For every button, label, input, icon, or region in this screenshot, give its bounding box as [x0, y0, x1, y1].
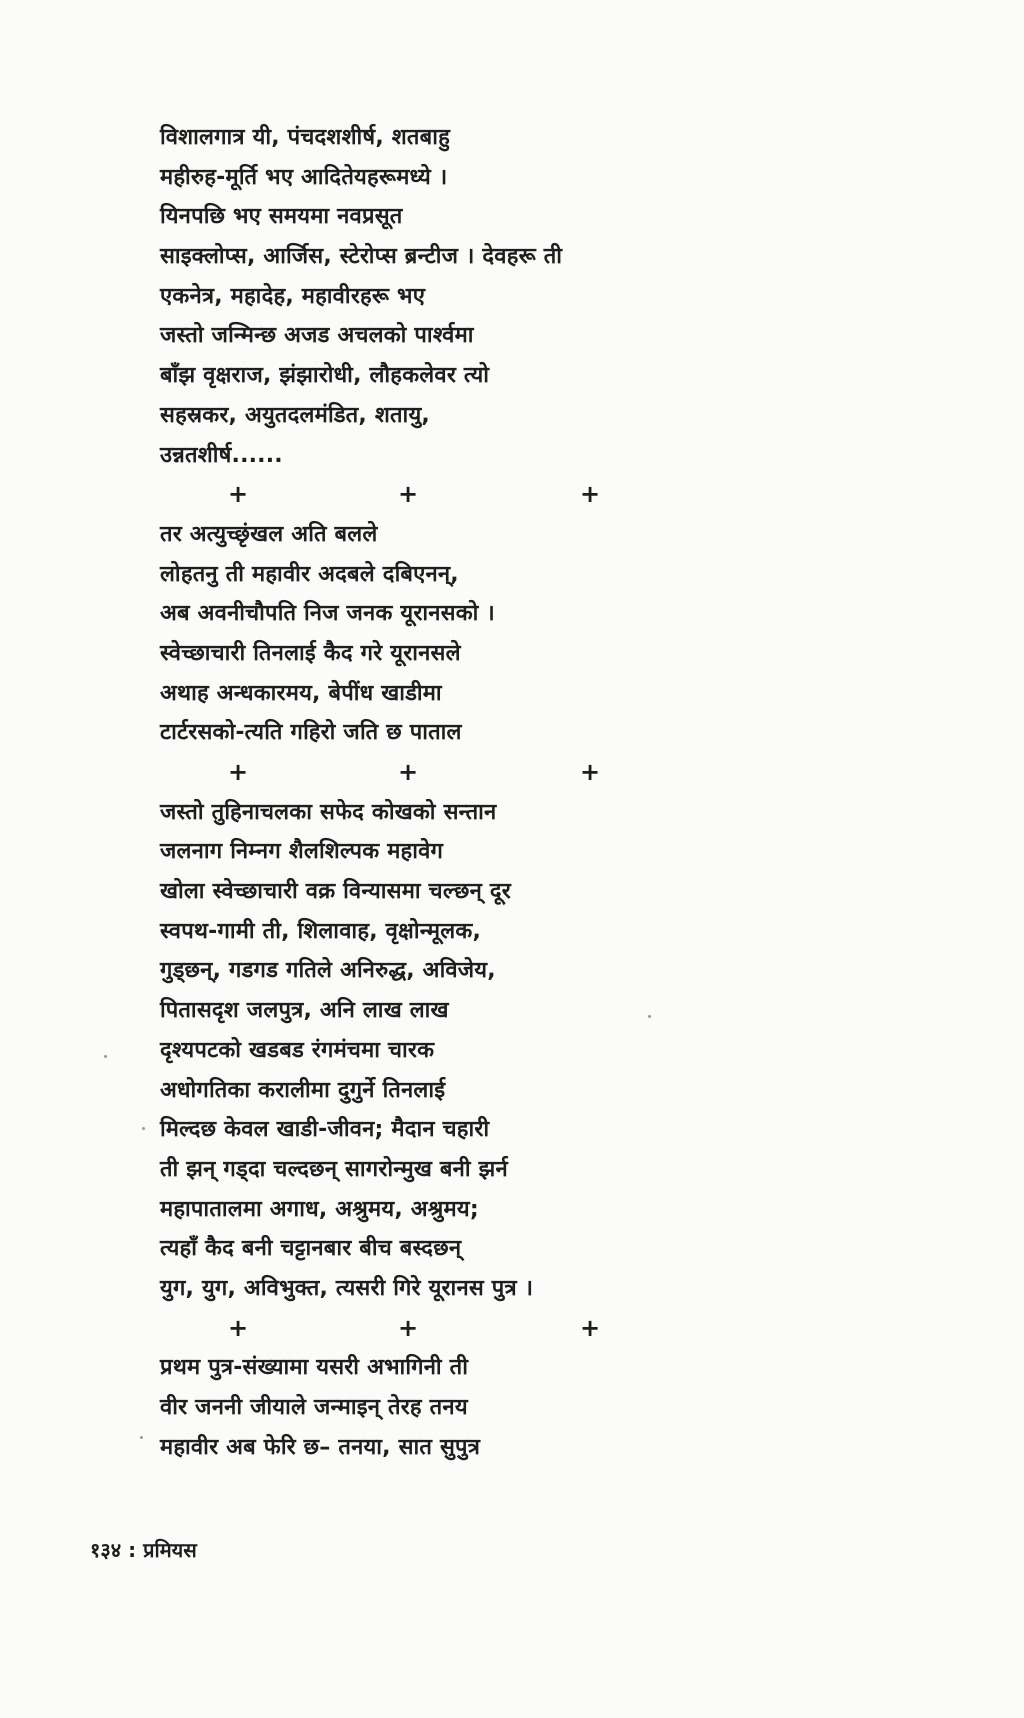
verse-line: अधोगतिका करालीमा दुगुर्ने तिनलाई	[160, 1077, 446, 1103]
separator-mark: +	[228, 1313, 249, 1342]
verse-line: त्यहाँ कैद बनी चट्टानबार बीच बस्दछन्	[160, 1236, 462, 1262]
verse-line: वीर जननी जीयाले जन्माइन् तेरह तनय	[160, 1395, 468, 1420]
verse-line: अथाह अन्धकारमय, बेपींध खाडीमा	[160, 680, 442, 706]
verse-line: सहस्रकर, अयुतदलमंडित, शतायु,	[160, 402, 430, 428]
stanza	[160, 793, 880, 1309]
separator-mark: +	[228, 480, 249, 509]
book-title: प्रमियस	[143, 1538, 197, 1562]
scan-speck	[648, 1015, 651, 1018]
separator-mark: +	[398, 1313, 419, 1342]
verse-line: स्वेच्छाचारी तिनलाई कैद गरे यूरानसले	[160, 640, 461, 666]
verse-line: युग, युग, अविभुक्त, त्यसरी गिरे यूरानस पुत्र ।	[160, 1275, 534, 1301]
verse-line: महावीर अब फेरि छ– तनया, सात सुपुत्र	[160, 1434, 481, 1460]
verse-line: मिल्दछ केवल खाडी-जीवन; मैदान चहारी	[160, 1117, 490, 1143]
stanza	[160, 1348, 880, 1467]
poem-body	[160, 118, 880, 1467]
verse-line: साइक्लोप्स, आर्जिस, स्टेरोप्स ब्रन्टीज । देवहरू ती	[160, 244, 563, 270]
verse-line: प्रथम पुत्र-संख्यामा यसरी अभागिनी ती	[160, 1355, 469, 1381]
verse-line: पितासदृश जलपुत्र, अनि लाख लाख	[160, 998, 449, 1024]
verse-line: ती झन् गड्दा चल्दछन् सागरोन्मुख बनी झर्न	[160, 1156, 508, 1182]
separator-mark: +	[580, 758, 601, 786]
verse-line: अब अवनीचौपति निज जनक यूरानसको ।	[160, 601, 495, 627]
section-separator	[160, 753, 880, 793]
section-separator	[160, 1309, 880, 1349]
verse-line: एकनेत्र, महादेह, महावीरहरू भए	[160, 283, 426, 309]
page-number: १३४	[90, 1538, 122, 1562]
scan-speck	[140, 1436, 143, 1439]
verse-line: विशालगात्र यी, पंचदशशीर्ष, शतबाहु	[160, 125, 451, 150]
verse-line: जलनाग निम्नग शैलशिल्पक महावेग	[160, 839, 444, 865]
verse-line: टार्टरसको-त्यति गहिरो जति छ पाताल	[160, 720, 462, 746]
separator-mark: +	[580, 1313, 601, 1342]
verse-line: उन्नतशीर्ष......	[160, 442, 283, 468]
footer-divider: :	[128, 1538, 137, 1562]
separator-mark: +	[580, 480, 601, 509]
verse-line: दृश्यपटको खडबड रंगमंचमा चारक	[160, 1037, 435, 1063]
stanza	[160, 515, 880, 753]
separator-mark: +	[228, 758, 249, 786]
verse-line: गुड्छन्, गडगड गतिले अनिरुद्ध, अविजेय,	[160, 958, 496, 984]
verse-line: बाँझ वृक्षराज, झंझारोधी, लौहकलेवर त्यो	[160, 363, 490, 389]
verse-line: लोहतनु ती महावीर अदबले दबिएनन्,	[160, 561, 459, 587]
verse-line: यिनपछि भए समयमा नवप्रसूत	[160, 204, 403, 230]
stanza	[160, 118, 880, 475]
separator-mark: +	[398, 480, 419, 509]
verse-line: खोला स्वेच्छाचारी वक्र विन्यासमा चल्छन् दूर	[160, 879, 511, 905]
verse-line: महापातालमा अगाध, अश्रुमय, अश्रुमय;	[160, 1196, 479, 1222]
verse-line: जस्तो तुहिनाचलका सफेद कोखको सन्तान	[160, 799, 497, 825]
scan-speck	[104, 1055, 107, 1058]
verse-line: तर अत्युच्छृंखल अति बलले	[160, 521, 378, 547]
verse-line: स्वपथ-गामी ती, शिलावाह, वृक्षोन्मूलक,	[160, 918, 482, 944]
verse-line: महीरुह-मूर्ति भए आदितेयहरूमध्ये ।	[160, 164, 448, 190]
page-footer	[90, 1536, 197, 1563]
separator-mark: +	[398, 758, 419, 786]
section-separator	[160, 475, 880, 515]
verse-line: जस्तो जन्मिन्छ अजड अचलको पार्श्वमा	[160, 323, 474, 349]
scan-speck	[142, 1127, 145, 1130]
